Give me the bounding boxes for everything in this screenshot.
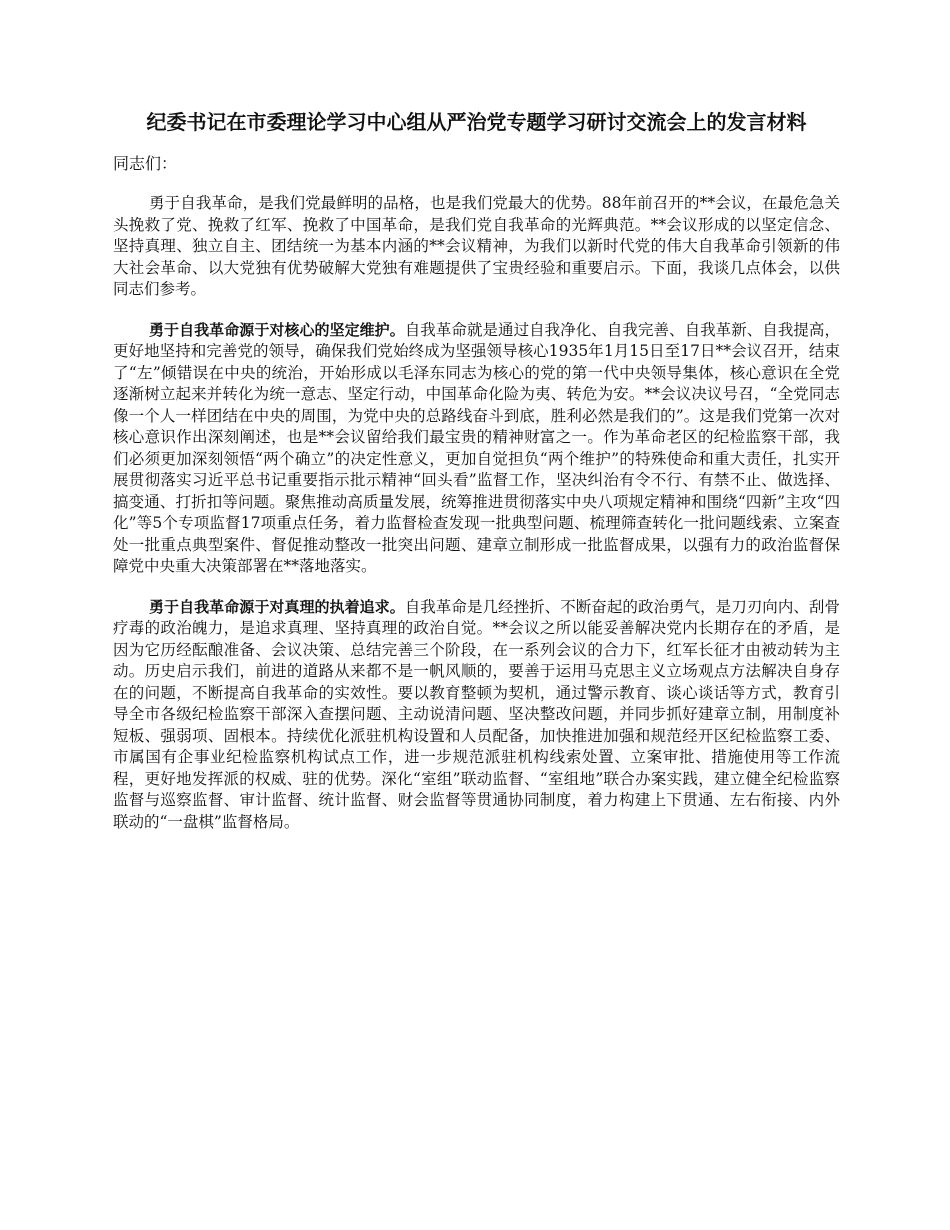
document-page [113,108,840,852]
paragraph-pursuit-of-truth [113,597,840,834]
paragraph-text: 自我革命是几经挫折、不断奋起的政治勇气，是刀刃向内、刮骨疗毒的政治魄力，是追求真理、坚持真理的政治自觉。**会议之所以能妥善解决党内长期存在的矛盾，是因为它历经酝酿准备、会议决策、总结完善三个阶段，在一系列会议的合力下，红军长征才由被动转为主动。历史启示我们，前进的道路从来都不是一帆风顺的，要善于运用马克思主义立场观点方法解决自身存在的问题，不断提高自我革命的实效性。要以教育整顿为契机，通过警示教育、谈心谈话等方式，教育引导全市各级纪检监察干部深入查摆问题、主动说清问题、坚决整改问题，并同步抓好建章立制，用制度补短板、强弱项、固根本。持续优化派驻机构设置和人员配备，加快推进加强和规范经开区纪检监察工委、市属国有企事业纪检监察机构试点工作，进一步规范派驻机构线索处置、立案审批、措施使用等工作流程，更好地发挥派的权威、驻的优势。深化“室组”联动监督、“室组地”联合办案实践，建立健全纪检监察监督与巡察监督、审计监督、统计监督、财会监督等贯通协同制度，着力构建上下贯通、左右衔接、内外联动的“一盘棋”监督格局。 [113,597,840,831]
paragraph-intro [113,193,840,301]
paragraph-core-loyalty [113,320,840,578]
paragraph-lead: 勇于自我革命源于对真理的执着追求。 [149,597,405,616]
document-title: 纪委书记在市委理论学习中心组从严治党专题学习研讨交流会上的发言材料 [146,110,807,134]
paragraph-text: 勇于自我革命，是我们党最鲜明的品格，也是我们党最大的优势。88年前召开的**会议，在最危急关头挽救了党、挽救了红军、挽救了中国革命，是我们党自我革命的光辉典范。**会议形成的以坚定信念、坚持真理、独立自主、团结统一为基本内涵的**会议精神，为我们以新时代党的伟大自我革命引领新的伟大社会革命、以大党独有优势破解大党独有难题提供了宝贵经验和重要启示。下面，我谈几点体会，以供同志们参考。 [113,194,840,298]
paragraph-text: 自我革命就是通过自我净化、自我完善、自我革新、自我提高，更好地坚持和完善党的领导，确保我们党始终成为坚强领导核心1935年1月15日至17日**会议召开，结束了“左”倾错误在中央的统治，开始形成以毛泽东同志为核心的党的第一代中央领导集体，核心意识在全党逐渐树立起来并转化为统一意志、坚定行动，中国革命化险为夷、转危为安。**会议决议号召，“全党同志像一个人一样团结在中央的周围，为党中央的总路线奋斗到底，胜利必然是我们的”。这是我们党第一次对核心意识作出深刻阐述，也是**会议留给我们最宝贵的精神财富之一。作为革命老区的纪检监察干部，我们必须更加深刻领悟“两个确立”的决定性意义，更加自觉担负“两个维护”的特殊使命和重大责任，扎实开展贯彻落实习近平总书记重要指示批示精神“回头看”监督工作，坚决纠治有令不行、有禁不止、做选择、搞变通、打折扣等问题。聚焦推动高质量发展，统筹推进贯彻落实中央八项规定精神和围绕“四新”主攻“四化”等5个专项监督17项重点任务，着力监督检查发现一批典型问题、梳理筛查转化一批问题线索、立案查处一批重点典型案件、督促推动整改一批突出问题、建章立制形成一批监督成果，以强有力的政治监督保障党中央重大决策部署在**落地落实。 [113,320,840,575]
salutation: 同志们： [113,154,178,173]
paragraph-lead: 勇于自我革命源于对核心的坚定维护。 [149,320,405,339]
